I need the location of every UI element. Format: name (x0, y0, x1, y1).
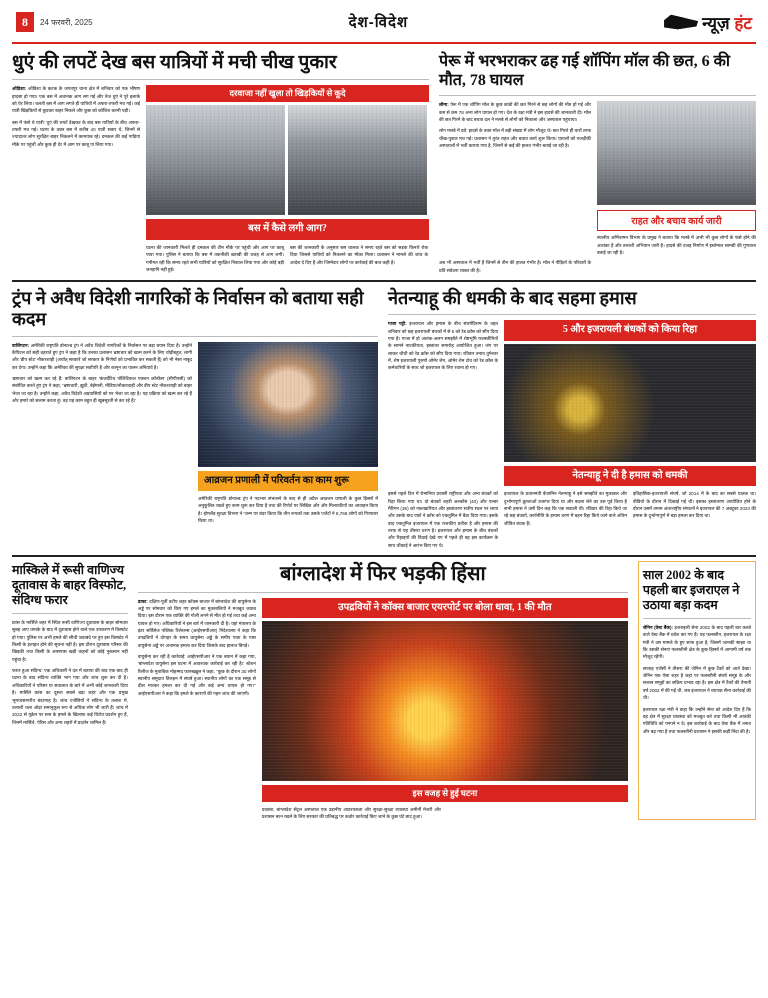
bus-right-column (146, 85, 429, 240)
bus-lower-col2 (146, 244, 429, 273)
bangladesh-headline: बांग्लादेश में फिर भड़की हिंसा (279, 563, 486, 586)
bus-lower-text-row (146, 244, 429, 273)
divider (643, 618, 751, 619)
bus-para-2: बस में फंसे थे यात्री: धुएं की लपटें देखकर के बाद बस यात्रियों के बीच अफरा-तफरी मच गई। घटना के वक्त बस में करीब 40 यात्री सवार थे, जिनमें से ज्यादातर लोग सुरक्षित बाहर निकलने में कामयाब रहे। दमकल की कई गाड़ियां मौके पर पहुंचीं और कुछ ही देर में आग पर काबू पा लिया गया। (12, 119, 140, 147)
peru-photo-col (597, 101, 756, 256)
peru-para-3: स्थानीय अग्निशमन विभाग के प्रमुख ने बताया कि मलबे में अभी भी कुछ लोगों के फंसे होने की आशंका है और तलाशी अभियान जारी है। हादसे की वजह निर्माण में इस्तेमाल सामग्री की गुणवत्ता बताई जा रही है। (597, 235, 756, 256)
hunting-dog-icon (664, 13, 698, 31)
peru-para-1: पेरू में एक शॉपिंग मॉल के कुछ कांडों की छत गिरने से छह लोगों की मौत हो गई और कम से कम 78 अन्य लोग घायल हो गए। देश के रक्षा मंत्री ने इस हादसे की जानकारी दी। मॉल की छत गिरने के बाद बचाव दल ने मलबे से लोगों को निकाला और अस्पताल पहुंचाया। (439, 102, 591, 123)
bangladesh-body-1 (138, 598, 256, 649)
peru-lower-row (439, 259, 756, 274)
article-peru (439, 50, 756, 274)
divider (12, 79, 429, 80)
hamas-para-4: इतिहासिक-इजरायली संघर्ष, जो 2014 में के बाद का सबसे घातक था। वीडियो के दौरान में दिखाई गई थी। इसका हस्तांतरण आयोजित होने के दौरान उसमें तमाम अंतरराष्ट्रीय संगठनों ने इजरायल की 7 अक्टूबर 2023 की हमास के दुर्भाग्यपूर्ण में बड़ा हमला कर दिया था। (633, 491, 756, 519)
bus-lower-row (12, 244, 429, 273)
bangladesh-para-2: वायुसेना कर रही है कार्रवाई: आईएसपीआर ने एक बयान में कहा गया, 'बांग्लादेश वायुसेना इस घटना में आवश्यक कार्रवाई कर रही है।' स्टेशन रिलीज के मुताबिक मोहम्मद फ़ारुख्ख़ुल ने कहा, ''कुछ के दौरान 30 लोगों स्थानीय समुदाय तिलहन में संघर्ष हुआ। स्थानीय लोगों का एक समूह से ढील मारकर हमला कर दी गई और कई अन्य घायल हो गए।'' आईएसपीआर ने कहा कि हमले के कारणों की गहन जांच की जाएगी। (137, 654, 256, 696)
bangladesh-photo (262, 621, 628, 781)
israel-para-1: इजराइली सेना 2002 के बाद पहली बार कब्जे वाले वेस्ट बैंक में प्रवेश कर गए हैं। यह फलस्तीन, इजरायल के रक्षा मंत्री ने उस मामले के हुए साफ हुआ है, जिसमें जानकी साझा था कि उसकी सेनाएं फलस्तीनी क्षेत्र के कुछ हिस्सों में आगामी वर्ष तक मौजूद रहेंगी। (642, 625, 751, 660)
bus-photo-2 (288, 105, 427, 215)
peru-headline: पेरू में भरभराकर ढह गई शॉपिंग मॉल की छत, 6 की मौत, 78 घायल (439, 53, 731, 90)
hamas-text-col (388, 320, 498, 486)
peru-para-2: लोग मलबे में दबे: हादसे के वक्त मॉल में बड़ी संख्या में लोग मौजूद थे। छत गिरते ही चारों तरफ चीख-पुकार मच गई। प्रशासन ने तुरंत राहत और बचाव कार्य शुरू किया। घायलों को नजदीकी अस्पतालों में भर्ती कराया गया है, जिनमें से कई की हालत गंभीर बताई जा रही है। (439, 128, 591, 149)
trump-text-col (12, 342, 192, 525)
russia-para-2: फरार हुआ संदिग्ध: एक अधिकारी ने दंत में बताया की बाद एक बाद ही घटना के बाद संदिग्ध व्यक्ति भाग गया और जांच शुरू कर दी है। अधिकारियों ने परिसर या सवालात के बारे में अभी कोई जानकारी दिया है। मार्सिले फ्रांस का दूसरा सबसे बड़ा शहर और एक प्रमुख भूमध्यसागरीय बंदरगाह है। जांच एजेंसियों ने संदिग्ध के तलाश में, तलाशी चला ओढ़ा समानुकूल रूप से अधिक लोग भी जारी हैं। जांच में 2022 से यूक्रेन पर रूस के हमले के खिलाफ़ कई विरोध प्रदर्शन हुए हैं, जिनमें मार्सिले, पेरिस और अन्य शहरों में प्रदर्शन शामिल हैं। (12, 668, 128, 725)
hamas-lower-row (388, 490, 756, 549)
bus-photo-caption: दरवाजा नहीं खुला तो खिड़कियों से कूदे (146, 85, 429, 102)
bus-headline: धुएं की लपटें देख बस यात्रियों में मची चीख पुकार (12, 52, 337, 73)
divider (138, 592, 628, 593)
bottom-row (12, 561, 756, 820)
masthead-logo (664, 11, 752, 34)
hamas-para-1: इजरायल और हमास के बीच संघर्षविराम के तहत शनिवार को छह इजरायली बंधकों में से 5 को रेड क्रॉस को सौंप दिया गया है। गाजा में हो आतंक-अलग समझौते में शेष्टभूमि फलस्तीनियों के सामने नाटकीयता, हस्तांतर समारोह आयोजित हुआ। जंग पर लाकर चौथी को रेड क्रॉस को सौंप दिया गया। रविवार तनाव तुमेश्वर में, शेष इजरायली पुरुषों ओमेर शेम, ओमेर शेम टोव को रेड क्रॉस के कर्मचारियों के साथ जो इजरायल के लिए रवाना हो गए। (388, 321, 498, 371)
page-number: 8 (16, 12, 34, 32)
peru-subhead: राहत और बचाव कार्य जारी (597, 210, 756, 231)
masthead (12, 0, 756, 44)
peru-dateline: लीमा: (439, 102, 449, 108)
bus-para-1: ओडिशा के कटक के जगतपुर थाना क्षेत्र में शनिवार को एक भीषण हादसा हो गया। एक बस में अचानक आग लग गई और तेज धुएं ने पूरे इलाके को घेर लिया। चलती बस में आग लगते ही यात्रियों में अफरा-तफरी मच गई। कई यात्री खिड़कियों से कूदकर बाहर निकले और कुछ को कोशिश करनी पड़ी। (12, 86, 140, 114)
logo-text-part1: न्यूज़ (702, 13, 730, 33)
logo-text-part2: हंट (734, 13, 752, 33)
hamas-redbar-top: 5 और इजरायली बंधकों को किया रिहा (504, 320, 756, 341)
trump-dateline: वाशिंगटन: (12, 342, 30, 348)
israel-body-1 (643, 624, 751, 661)
hamas-headline: नेतन्याहू की धमकी के बाद सहमा हमास (388, 288, 637, 309)
article-bangladesh (138, 561, 628, 820)
peru-photo (597, 101, 756, 205)
hamas-dateline: गाजा पट्टी: (388, 321, 407, 327)
trump-headline: ट्रंप ने अवैध विदेशी नागरिकों के निर्वासन को बताया सही कदम (12, 288, 364, 330)
bus-para-3: घटना की जानकारी मिलते ही दमकल की टीम मौके पर पहुंची और आग पर काबू पाया गया। पुलिस ने बताया कि बस में तकनीकी खराबी की वजह से आग लगी। गनीमत रही कि समय रहते सभी यात्रियों को सुरक्षित निकाल लिया गया और कोई बड़ी जनहानि नहीं हुई। (146, 244, 284, 272)
article-israel2002 (638, 561, 756, 820)
trump-content-row (12, 342, 378, 525)
trump-body-1 (12, 342, 192, 371)
article-russia (12, 561, 128, 820)
hamas-para-3: इजरायल के प्रधानमंत्री बेंजामिन नेतन्याहू ने इसे समझौते का मुकाबल और दुर्भाग्यपूर्ण क्रूरताओं उजागर दिया था और बदला लेने का उस पूर्व किया है सभी हमास ने उसी दिन कह कि एक सवाली थी। रविवार की रिहा किये जा रहे छह बंधकों, कार्यनीति के हमास चरण में बहन रिहा किये जाने वाले अंतिम जीवित बंधक हैं। (504, 491, 627, 526)
trump-para-2: भ्रष्टाचार को खत्म कर रहे हैं: वाशिंगटन के बाहर 'कंजर्वेटिव पॉलिटिकल एक्शन कॉन्फ्रेंस' (सीपीएसी) को संबोधित करते हुए ट्रंप ने कहा, 'भ्रष्टाचारी, झूठी, बेईमानी, मीडिया/नौकरशाही और डीप स्टेट नौकरशाही को बाहर भेजा जा रहा है। उन्होंने कहा, अवैध विदेशी अप्रवासियों को घर भेजा जा रहा है। यह प्रक्रिया को खत्म कर रहे हैं और हमारे को सलाम करता हूं। वह यह काम बहुत ही खूबसूरती से कर रहे हैं।' (12, 375, 192, 403)
israel-para-2: सप्ताह एजेंसी ने तीसरा की जेनिन में कुछ टैंकों को आते देखा। जेनिन एक ऐसा शहर है जहां पर फलस्तीनी संघर्ष समूह के और सशस्त्र समूहों का सक्रिय प्रभाव रहा है। इस क्षेत्र में टैंकों की तैनाती वर्ष 2002 में की गई थी, जब इजरायल ने व्यापक सैन्य कार्रवाई की थी। (642, 665, 751, 701)
israel-para-3: इजरायल रक्षा मंत्री ने कहा कि उन्होंने सेना को आदेश दिए हैं कि वह क्षेत्र में सुरक्षा व्यवस्था को मजबूत करे तथा किसी भी आतंकी गतिविधि को पनपने न दे। इस कार्रवाई के बाद वेस्ट बैंक में तनाव और बढ़ गया है तथा फलस्तीनी प्रशासन ने इसकी कड़ी निंदा की है। (642, 706, 751, 734)
hamas-body-1 (388, 320, 498, 371)
bus-content-row (12, 85, 429, 240)
section-divider-2 (12, 555, 756, 557)
bus-dateline: ओडिशा: (12, 86, 27, 92)
bus-para-4: बस की जानकारी के अनुसार बस चालक ने समय रहते बस को सड़क किनारे रोक दिया जिससे यात्रियों को निकलने का मौका मिला। प्रशासन ने मामले की जांच के आदेश दे दिए हैं और जिम्मेदार लोगों पर कार्रवाई की बात कही है। (290, 244, 428, 265)
trump-orange-caption: आव्रजन प्रणाली में परिवर्तन का काम शुरू (198, 471, 378, 492)
hamas-para-2: इससे पहले दिन में रोमानिया प्रवासी राष्ट्रीयता और अन्य बंधकों को रिहा किया गया था। दो बंधकों शहरी अल्कोंस (40) और एल्बर मैरिगन (36) को नफ़ाखारियत और हस्तांतरण सत्रीय स्थल पर लाया और उसके बाद एकों ने क्रॉस को एकतुमित में बैठा दिया गया। इसके बाद एकतुमित इजरायल में एक राजकीय प्रतीक है और हमास की तरफ़ से यह तीसरा चरण है। इजरायल और हमास के बीच बंधकों और रिहाइयों की विदाई देखे गए में पहले ही वह इस कार्यक्रम के साथ चौंकाई ने आरंभ किए गए थे। (388, 491, 498, 548)
publication-date: 24 फरवरी, 2025 (40, 17, 93, 27)
bangladesh-content-row (138, 598, 628, 821)
hamas-photo-col (504, 320, 756, 486)
bangladesh-dateline: ढाका: (137, 598, 148, 604)
peru-body-1 (439, 101, 591, 123)
bus-lower-col1 (12, 244, 140, 273)
bangladesh-sub-redbar: इस वजह से हुई घटना (262, 785, 628, 802)
logo-text (702, 11, 752, 34)
divider (388, 314, 756, 315)
bus-body-1 (12, 85, 140, 114)
section-divider-1 (12, 280, 756, 282)
middle-row (12, 286, 756, 549)
israel-headline: साल 2002 के बाद पहली बार इजराएल ने उठाया बड़ा कदम (642, 568, 740, 613)
israel-dateline: जेनिन (वेस्ट बैंक): (642, 625, 674, 631)
bangladesh-para-3: प्रवक्ता, बांग्लादेश सेंट्रल अस्पताल एक उड़ानीय आवश्यकता और सुरक्षा-सुरक्षा व्यवस्था अमीनीं मेजरी और प्रशासन बरन रखने के लिए सरकार की प्रतिबद्ध पर कठोर कार्रवाई किए जाने के कुछ घंटे बाद हुआ। (261, 806, 441, 820)
russia-headline: मास्किले में रूसी वाणिज्य दूतावास के बाहर विस्फोट, संदिग्ध फरार (12, 563, 127, 608)
divider (12, 613, 128, 614)
section-title: देश-विदेश (348, 14, 409, 31)
bus-subhead: बस में कैसे लगी आग? (146, 219, 429, 240)
hamas-content-row (388, 320, 756, 486)
bus-left-column (12, 85, 140, 240)
top-row (12, 50, 756, 274)
peru-text-col (439, 101, 591, 256)
russia-para-1: फ्रांस के मार्सिले शहर में स्थित रूसी वाणिज्य दूतावास के बाहर सोमवार सुबह आए धमाके के बाद में दूतावास होने वाले एक उपकरण में विस्फोट हो गया। पुलिस पर अभी हमले की सीधी जवाबंदे पर हुए इस विस्फोट में किसी के हताहत होने की सूचना नहीं है। इस दौरान दूतावास परिसर की खिड़की तथा किसी के आसपास खड़ी वाहनों को कोई नुकसान नहीं पहुंचा है। (12, 620, 128, 662)
peru-para-4: अब भी अस्पताल में भर्ती हैं जिनमें से तीन की हालत गंभीर है। मॉल ने पीड़ितों के परिवारों के प्रति संवेदना व्यक्त की है। (439, 260, 591, 273)
divider (12, 336, 378, 337)
bangladesh-para-1: दक्षिण-पूर्वी तटीय शहर कॉक्स बाजार में बांग्लादेश की वायुसेना के अड्डे पर सोमवार को किए गए हमले का मुकाबलियों ने मजबूत जवाब दिया। इस दौरान एक व्यक्ति की गोली लगने से मौत हो गई तथा कई अन्य घायल हो गए। अधिकारियों ने इस बारे में जानकारी दी है। यहां मंत्रालय के इंटर सर्विसेज पब्लिक रिलेशन्स (आईएसपीआर) निदेशालय ने कहा कि उपद्रवियों ने दोपहर के समय वायुसेना अड्डे के समीप पाता के पास वायुसेना अड्डे पर अचानक हमला कर दिया जिसके बाद हालात बिगड़े। (137, 598, 256, 648)
bangladesh-photo-col (262, 598, 628, 821)
bus-photo-row (146, 105, 429, 215)
hamas-redbar-mid: नेतन्याहू ने दी है हमास को धमकी (504, 466, 756, 487)
bangladesh-text-col (138, 598, 256, 821)
divider (439, 95, 756, 96)
trump-para-1: अमेरिकी राष्ट्रपति डोनाल्ड ट्रंप ने अवैध विदेशी नागरिकों के निर्वासन पर बड़ा बयान दिया है। उन्होंने कैपिटल को सही ठहराते हुए ट्रंप ने कहा है कि उनका प्रशासन भ्रष्टाचार को खत्म करने के लिए थोड़ीबहुत, लागी और 'डीप स्टेट' नौकरशाही (अर्थात् सरकारें जो सरकार के निर्णयों को प्रभावित कर सकती हैं) को भी नेस्त नाबूद कर देगा। उन्होंने कहा कि अमेरिका की सुरक्षा सर्वोपरि है और कानून का पालन अनिवार्य है। (12, 342, 192, 370)
trump-photo (198, 342, 378, 467)
bangladesh-redbar: उपद्रवियों ने कॉक्स बाजार एयरपोर्ट पर बोला धावा, 1 की मौत (262, 598, 628, 619)
masthead-left (16, 12, 93, 32)
article-trump (12, 286, 378, 549)
peru-content-row (439, 101, 756, 256)
article-hamas (388, 286, 756, 549)
trump-photo-col (198, 342, 378, 525)
article-bus (12, 50, 429, 274)
hamas-photo (504, 344, 756, 462)
peru-spacer (597, 259, 756, 274)
bus-photo-1 (146, 105, 285, 215)
trump-para-3: अमेरिकी राष्ट्रपति डोनाल्ड ट्रंप ने पदभार संभालने के बाद से ही अप्रैल आव्रजन प्रणाली के कुछ हिस्सों में अनुकूलित रखते हुए काम शुरू कर दिया है तथा की रिपोर्ट पर लिखित और और मिलावटियों का आवाहन किया है। होमलैंड सुरक्षा विभाग ने 'जन्म पर बंदर किया कि तीन रूपकों तक उसके एजेंटों ने 8,768 लोगों को गिरफ्तार किया था। (198, 496, 378, 524)
